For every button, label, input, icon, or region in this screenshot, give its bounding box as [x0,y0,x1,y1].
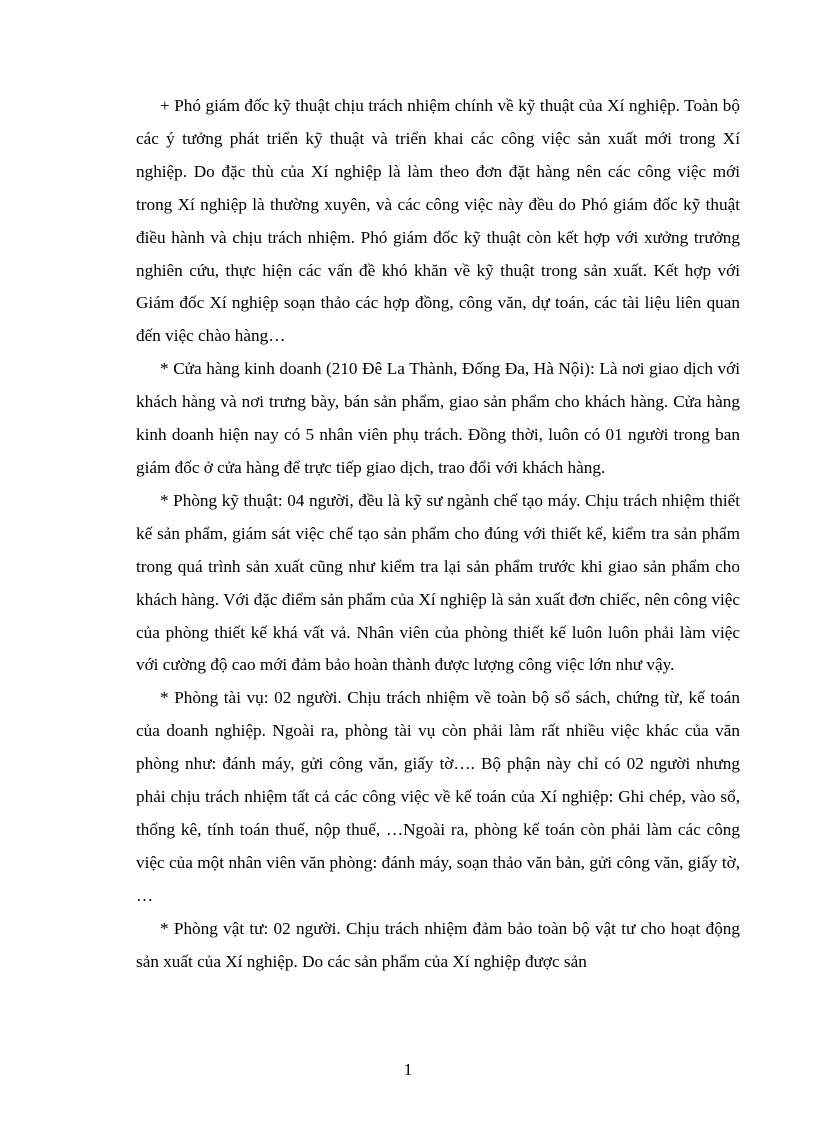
paragraph-materials-department: * Phòng vật tư: 02 người. Chịu trách nhiệm đảm bảo toàn bộ vật tư cho hoạt động sản xuất của Xí nghiệp. Do các sản phẩm của Xí nghiệp được sản [136,918,740,971]
body-text [136,90,740,978]
paragraph-technical-department: * Phòng kỹ thuật: 04 người, đều là kỹ sư ngành chế tạo máy. Chịu trách nhiệm thiết kế sản phẩm, giám sát việc chế tạo sản phẩm cho đúng với thiết kế, kiểm tra sản phẩm trong quá trình sản xuất cũng như kiểm tra lại sản phẩm trước khi giao sản phẩm cho khách hàng. Với đặc điểm sản phẩm của Xí nghiệp là sản xuất đơn chiếc, nên công việc của phòng thiết kế khá vất vả. Nhân viên của phòng thiết kế luôn luôn phải làm việc với cường độ cao mới đảm bảo hoàn thành được lượng công việc lớn như vậy. [136,490,740,675]
page-number: 1 [403,1060,413,1079]
paragraph-business-store: * Cửa hàng kinh doanh (210 Đê La Thành, Đống Đa, Hà Nội): Là nơi giao dịch với khách hàng và nơi trưng bày, bán sản phẩm, giao sản phẩm cho khách hàng. Cửa hàng kinh doanh hiện nay có 5 nhân viên phụ trách. Đồng thời, luôn có 01 người trong ban giám đốc ở cửa hàng để trực tiếp giao dịch, trao đổi với khách hàng. [136,359,740,477]
paragraph-deputy-director-technical: + Phó giám đốc kỹ thuật chịu trách nhiệm chính về kỹ thuật của Xí nghiệp. Toàn bộ các ý tưởng phát triển kỹ thuật và triển khai các công việc sản xuất mới trong Xí nghiệp. Do đặc thù của Xí nghiệp là làm theo đơn đặt hàng nên các công việc mới trong Xí nghiệp là thường xuyên, và các công việc này đều do Phó giám đốc kỹ thuật điều hành và chịu trách nhiệm. Phó giám đốc kỹ thuật còn kết hợp với xưởng trưởng nghiên cứu, thực hiện các vấn đề khó khăn về kỹ thuật trong sản xuất. Kết hợp với Giám đốc Xí nghiệp soạn thảo các hợp đồng, công văn, dự toán, các tài liệu liên quan đến việc chào hàng… [136,96,740,346]
paragraph-finance-department: * Phòng tài vụ: 02 người. Chịu trách nhiệm về toàn bộ sổ sách, chứng từ, kế toán của doanh nghiệp. Ngoài ra, phòng tài vụ còn phải làm rất nhiều việc khác của văn phòng như: đánh máy, gửi công văn, giấy tờ…. Bộ phận này chỉ có 02 người nhưng phải chịu trách nhiệm tất cả các công việc về kế toán của Xí nghiệp: Ghi chép, vào sổ, thống kê, tính toán thuế, nộp thuế, …Ngoài ra, phòng kế toán còn phải làm các công việc của một nhân viên văn phòng: đánh máy, soạn thảo văn bản, gửi công văn, giấy tờ, … [136,688,740,905]
